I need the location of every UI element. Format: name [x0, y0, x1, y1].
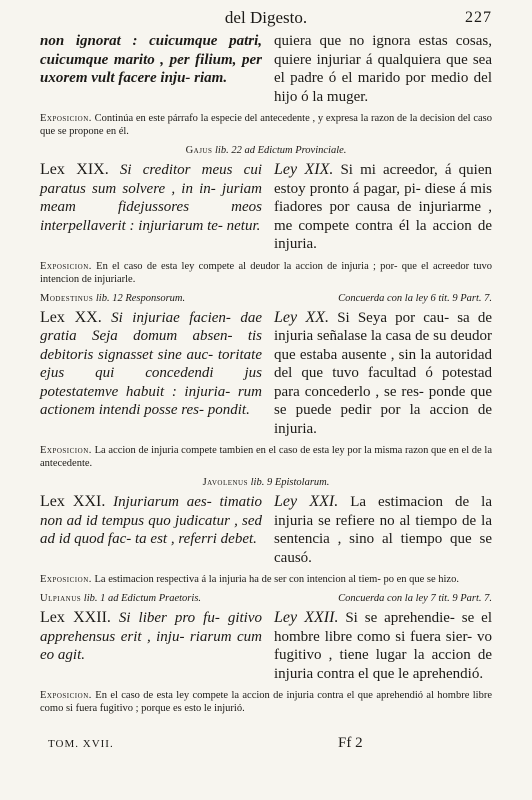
- lex-label: Lex XXII.: [40, 609, 111, 626]
- intro-spanish: quiera que no ignora estas cosas, quiere injuriar á qualquiera que sea el padre ó el marido por medio del hijo ó la muger.: [274, 33, 492, 105]
- ley-label: Ley XXI.: [274, 493, 339, 510]
- ley-text: La estimacion de la injuria se refiere no al tiempo de la sentencia , sino al tiempo que se causó.: [274, 494, 492, 566]
- source-line-20: [40, 293, 492, 304]
- source-left: [40, 593, 201, 604]
- law-20: [40, 309, 492, 439]
- page-number: 227: [465, 9, 492, 26]
- source-author: Modestinus: [40, 292, 94, 304]
- lex-21-latin: [40, 493, 262, 567]
- source-line-19: [40, 145, 492, 156]
- exposicion-text: La accion de injuria compete tambien en el caso de esta ley por la misma razon que en el de la antecedente.: [40, 445, 492, 469]
- lex-text: Si liber pro fu- gitivo apprehensus erit , inju- riarum cum eo agit.: [40, 610, 262, 663]
- source-reference: lib. 1 ad Edictum Praetoris.: [83, 593, 202, 604]
- exposicion-text: La estimacion respectiva á la injuria ha de ser con intencion al tiem- po en que se hizo.: [94, 574, 459, 585]
- lex-label: Lex XX.: [40, 308, 102, 326]
- lex-22-latin: [40, 609, 262, 683]
- volume-number: TOM. XVII.: [48, 738, 114, 750]
- concuerda-reference: Concuerda con la ley 7 tit. 9 Part. 7.: [338, 593, 492, 604]
- ley-label: Ley XIX.: [274, 161, 334, 178]
- source-author: Gajus: [185, 145, 213, 156]
- intro-block: [40, 32, 492, 106]
- law-19: [40, 161, 492, 254]
- ley-label: Ley XXII.: [274, 609, 339, 626]
- document-page: [40, 8, 492, 722]
- source-left: [40, 293, 185, 304]
- intro-latin: non ignorat : cuicumque patri, cuicumque marito , per filium, per uxorem vult facere inju- riam.: [40, 33, 262, 86]
- exposicion-1: [40, 112, 492, 138]
- exposicion-4: [40, 573, 492, 586]
- source-author: Javolenus: [202, 477, 248, 488]
- ley-text: Si se aprehendie- se el hombre libre como si fuera sier- vo fugitivo , tiene lugar la accion de injuria contra el que le aprehendió.: [274, 610, 492, 682]
- lex-label: Lex XIX.: [40, 161, 109, 178]
- ley-label: Ley XX.: [274, 308, 330, 326]
- running-title: del Digesto.: [224, 8, 308, 27]
- lex-19-latin: [40, 161, 262, 254]
- source-reference: lib. 9 Epistolarum.: [250, 477, 330, 488]
- exposicion-label: Exposicion.: [40, 445, 92, 456]
- ley-text: Si mi acreedor, á quien estoy pronto á pagar, pi- diese á mis fiadores por causa de injuriarme , me compete contra él la accion de injuria.: [274, 162, 492, 252]
- source-reference: lib. 12 Responsorum.: [95, 292, 186, 304]
- ley-20-spanish: [274, 309, 492, 439]
- lex-text: Si injuriae facien- dae gratia Seja domum absen- tis debitoris signasset sine auc- toritate ejus qui concedendi jus potestatemve habuit : injuria- rum actionem intendi posse res- pondit.: [40, 309, 263, 418]
- exposicion-label: Exposicion.: [40, 113, 92, 124]
- law-22: [40, 609, 492, 683]
- source-reference: lib. 22 ad Edictum Provinciale.: [215, 145, 347, 156]
- exposicion-3: [40, 444, 492, 470]
- signature-mark: Ff 2: [338, 735, 363, 751]
- lex-label: Lex XXI.: [40, 493, 106, 510]
- ley-text: Si Seya por cau- sa de injuria señalase la casa de su deudor que estaba ausente , sin la autoridad del que tuvo facultad ó potestad para concederlo , se res- ponde que se puede pedir por la accion de injuria.: [274, 309, 492, 437]
- running-head: [40, 8, 492, 32]
- ley-21-spanish: [274, 493, 492, 567]
- exposicion-label: Exposicion.: [40, 690, 92, 701]
- source-line-22: [40, 593, 492, 604]
- ley-19-spanish: [274, 161, 492, 254]
- law-21: [40, 493, 492, 567]
- exposicion-label: Exposicion.: [40, 260, 92, 272]
- concuerda-reference: Concuerda con la ley 6 tit. 9 Part. 7.: [338, 292, 492, 304]
- exposicion-label: Exposicion.: [40, 574, 92, 585]
- lex-text: Injuriarum aes- timatio non ad id tempus quo judicatur , sed ad id quod fac- ta est , referri debet.: [40, 494, 263, 547]
- exposicion-text: En el caso de esta ley compete la accion de injuria contra el que aprehendió al hombre libre como si fuera fugitivo ; porque es esto le injurió.: [40, 690, 493, 714]
- exposicion-2: [40, 260, 492, 286]
- source-line-21: [40, 477, 492, 488]
- exposicion-text: Continúa en este párrafo la especie del antecedente , y expresa la razon de la decision del caso que se propone en él.: [40, 113, 492, 137]
- lex-20-latin: [40, 309, 262, 439]
- exposicion-5: [40, 689, 492, 715]
- ley-22-spanish: [274, 609, 492, 683]
- source-author: Ulpianus: [40, 593, 82, 604]
- lex-text: Si creditor meus cui paratus sum solvere , in in- juriam meam fidejussores meos interpellaverit : injuriarum te- netur.: [40, 162, 263, 234]
- exposicion-text: En el caso de esta ley compete al deudor la accion de injuria ; por- que el acreedor tuvo intencion de injuriarle.: [40, 260, 493, 285]
